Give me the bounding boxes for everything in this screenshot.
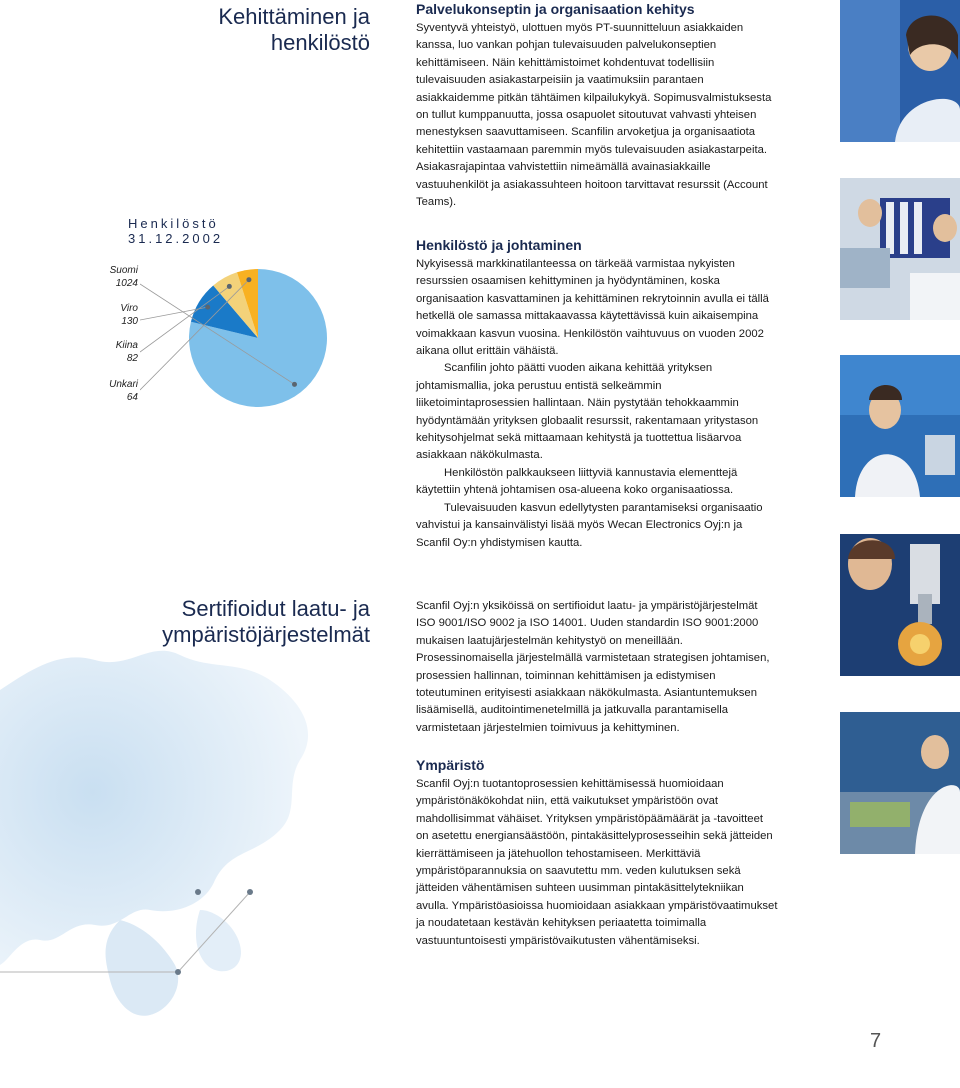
paragraph: Scanfil Oyj:n yksiköissä on sertifioidut laatu- ja ympäristöjärjestelmät ISO 9001/ISO 9002 ja ISO 14001. Uuden standardin ISO 9001:2000 mukaisen laatujärjestelmän kehitystyö on meneillään. Prosessinomaisella järjestelmällä varmistetaan strategisen johtamisen, prosessien hallinnan, toiminnan kehittämisen ja edistymisen toteutuminen erityisesti asiakkaan näkökulmasta. Asiantuntemuksen lisäämisellä, auditointimenetelmillä ja jatkuvalla parantamisella varmistetaan järjestelmien toimivuus ja kehittyminen. [416,600,770,734]
paragraph: Scanfil Oyj:n tuotantoprosessien kehittämisessä huomioidaan ympäristönäkökohdat niin, että vaikutukset ympäristöön ovat mahdollisimmat vähäiset. Yrityksen ympäristöpäämäärät ja -tavoitteet on asetettu energiansäästöön, pintakäsittelyprosesseihin sekä jätteiden kierrättämiseen ja jätehuollon tehostamiseen. Merkittäviä ympäristöparannuksia on saavutettu mm. veden kulutuksen sekä jätteiden vähentämisen suhteen uusimman pintakäsittelytekniikan avulla. Ympäristöasioissa huomioidaan asiakkaan ympäristövaatimukset ja noudatetaan kestävän kehityksen periaatetta toimimalla vastuuntuntoisesti ympäristövaikutusten vähentämiseksi. [416,778,778,947]
legend-item-unkari [88,378,138,404]
legend-value: 130 [121,316,138,327]
leader-dot-suomi [292,382,297,387]
legend-item-kiina [88,339,138,365]
paragraph: Scanfilin johto päätti vuoden aikana kehittää yrityksen johtamismallia, joka perustuu entistä selkeämmin liiketoimintaprosessien hallintaan. Näin pystytään tehokkaammin hyödyntämään yrityksen globaalit resurssit, rakentamaan yritystason kehitysohjelmat sekä mittaamaan kehitystä ja tuottettua lisäarvoa asiakkaan näkökulmasta. [416,362,759,462]
staff-pie-chart [140,240,340,410]
photo-electronics-assembly [840,712,960,854]
legend-value: 82 [126,353,138,364]
photo-woman-computer [840,0,960,142]
section-heading: Henkilöstö ja johtaminen [416,237,582,253]
paragraph: Henkilöstön palkkaukseen liittyviä kannustavia elementtejä käytettiin yhtenä johtamisen osa-alueena koko organisaatiossa. [416,466,738,497]
legend-value: 64 [126,392,138,403]
legend-name: Kiina [115,340,138,351]
leader-dot-unkari [246,277,251,282]
paragraph: Nykyisessä markkinatilanteessa on tärkeää varmistaa nykyisten resurssien osaamisen kehittyminen ja hyödyntäminen, koska organisaation kasvattaminen ja kehittäminen rekrytoinnin avulla ei tällä hetkellä ole samassa mittakaavassa käytettävissä kuin aikaisempina voimakkaan kasvun vuosina. Henkilöstön vaihtuvuus on vuoden 2002 aikana ollut erittäin vähäistä. [416,258,769,358]
leader-dot-viro [205,305,210,310]
legend-item-viro [88,302,138,328]
world-map-graphic [0,580,390,1088]
section-service-concept [416,0,778,211]
legend-name: Viro [120,303,138,314]
legend-name: Unkari [109,379,138,390]
section-title-development: Kehittäminen ja henkilöstö [218,4,370,55]
legend-name: Suomi [109,265,138,276]
legend-value: 1024 [115,278,138,289]
photo-lab-technician [840,355,960,497]
section-title-certified-systems: Sertifioidut laatu- ja ympäristöjärjestelmät [162,596,370,647]
photo-microscope [840,534,960,676]
photo-office-workers [840,178,960,320]
staff-chart-caption: Henkilöstö 31.12.2002 [128,216,224,246]
section-environment [416,756,778,950]
page-number: 7 [870,1030,882,1052]
legend-item-suomi [88,264,138,290]
paragraph: Tulevaisuuden kasvun edellytysten parantamiseksi organisaatio vahvistui ja kansainvälistyi lisää myös Wecan Electronics Oyj:n ja Scanfil Oy:n yhdistymisen kautta. [416,501,763,549]
section-heading: Ympäristö [416,757,485,773]
leader-dot-kiina [227,284,232,289]
section-certified-systems [416,598,778,737]
paragraph: Syventyvä yhteistyö, ulottuen myös PT-suunnitteluun asiakkaiden kanssa, luo vankan pohjan tulevaisuuden palvelukonseptien kehittämiseen. Näin kehittämistoimet kohdentuvat todellisiin tulevaisuuden asiakastarpeisiin ja vaatimuksiin parantaen asiakkaidemme pitkän tähtäimen kilpailukykyä. Sopimusvalmistuksesta on tullut kumppanuutta, jossa osapuolet sitoutuvat vahvasti yhteisen menestyksen saavuttamiseen. Scanfilin arvoketjua ja organisaatiota kehitettiin vastaamaan paremmin myös tulevaisuuden asiakastarpeita. Asiakasrajapintaa vahvistettiin nimeämällä avainasiakkaille vastuuhenkilöt ja asiakassuhteen hoitoon tarvittavat resurssit (Account Teams). [416,22,772,209]
section-personnel-management [416,236,778,552]
section-heading: Palvelukonseptin ja organisaation kehitys [416,1,695,17]
